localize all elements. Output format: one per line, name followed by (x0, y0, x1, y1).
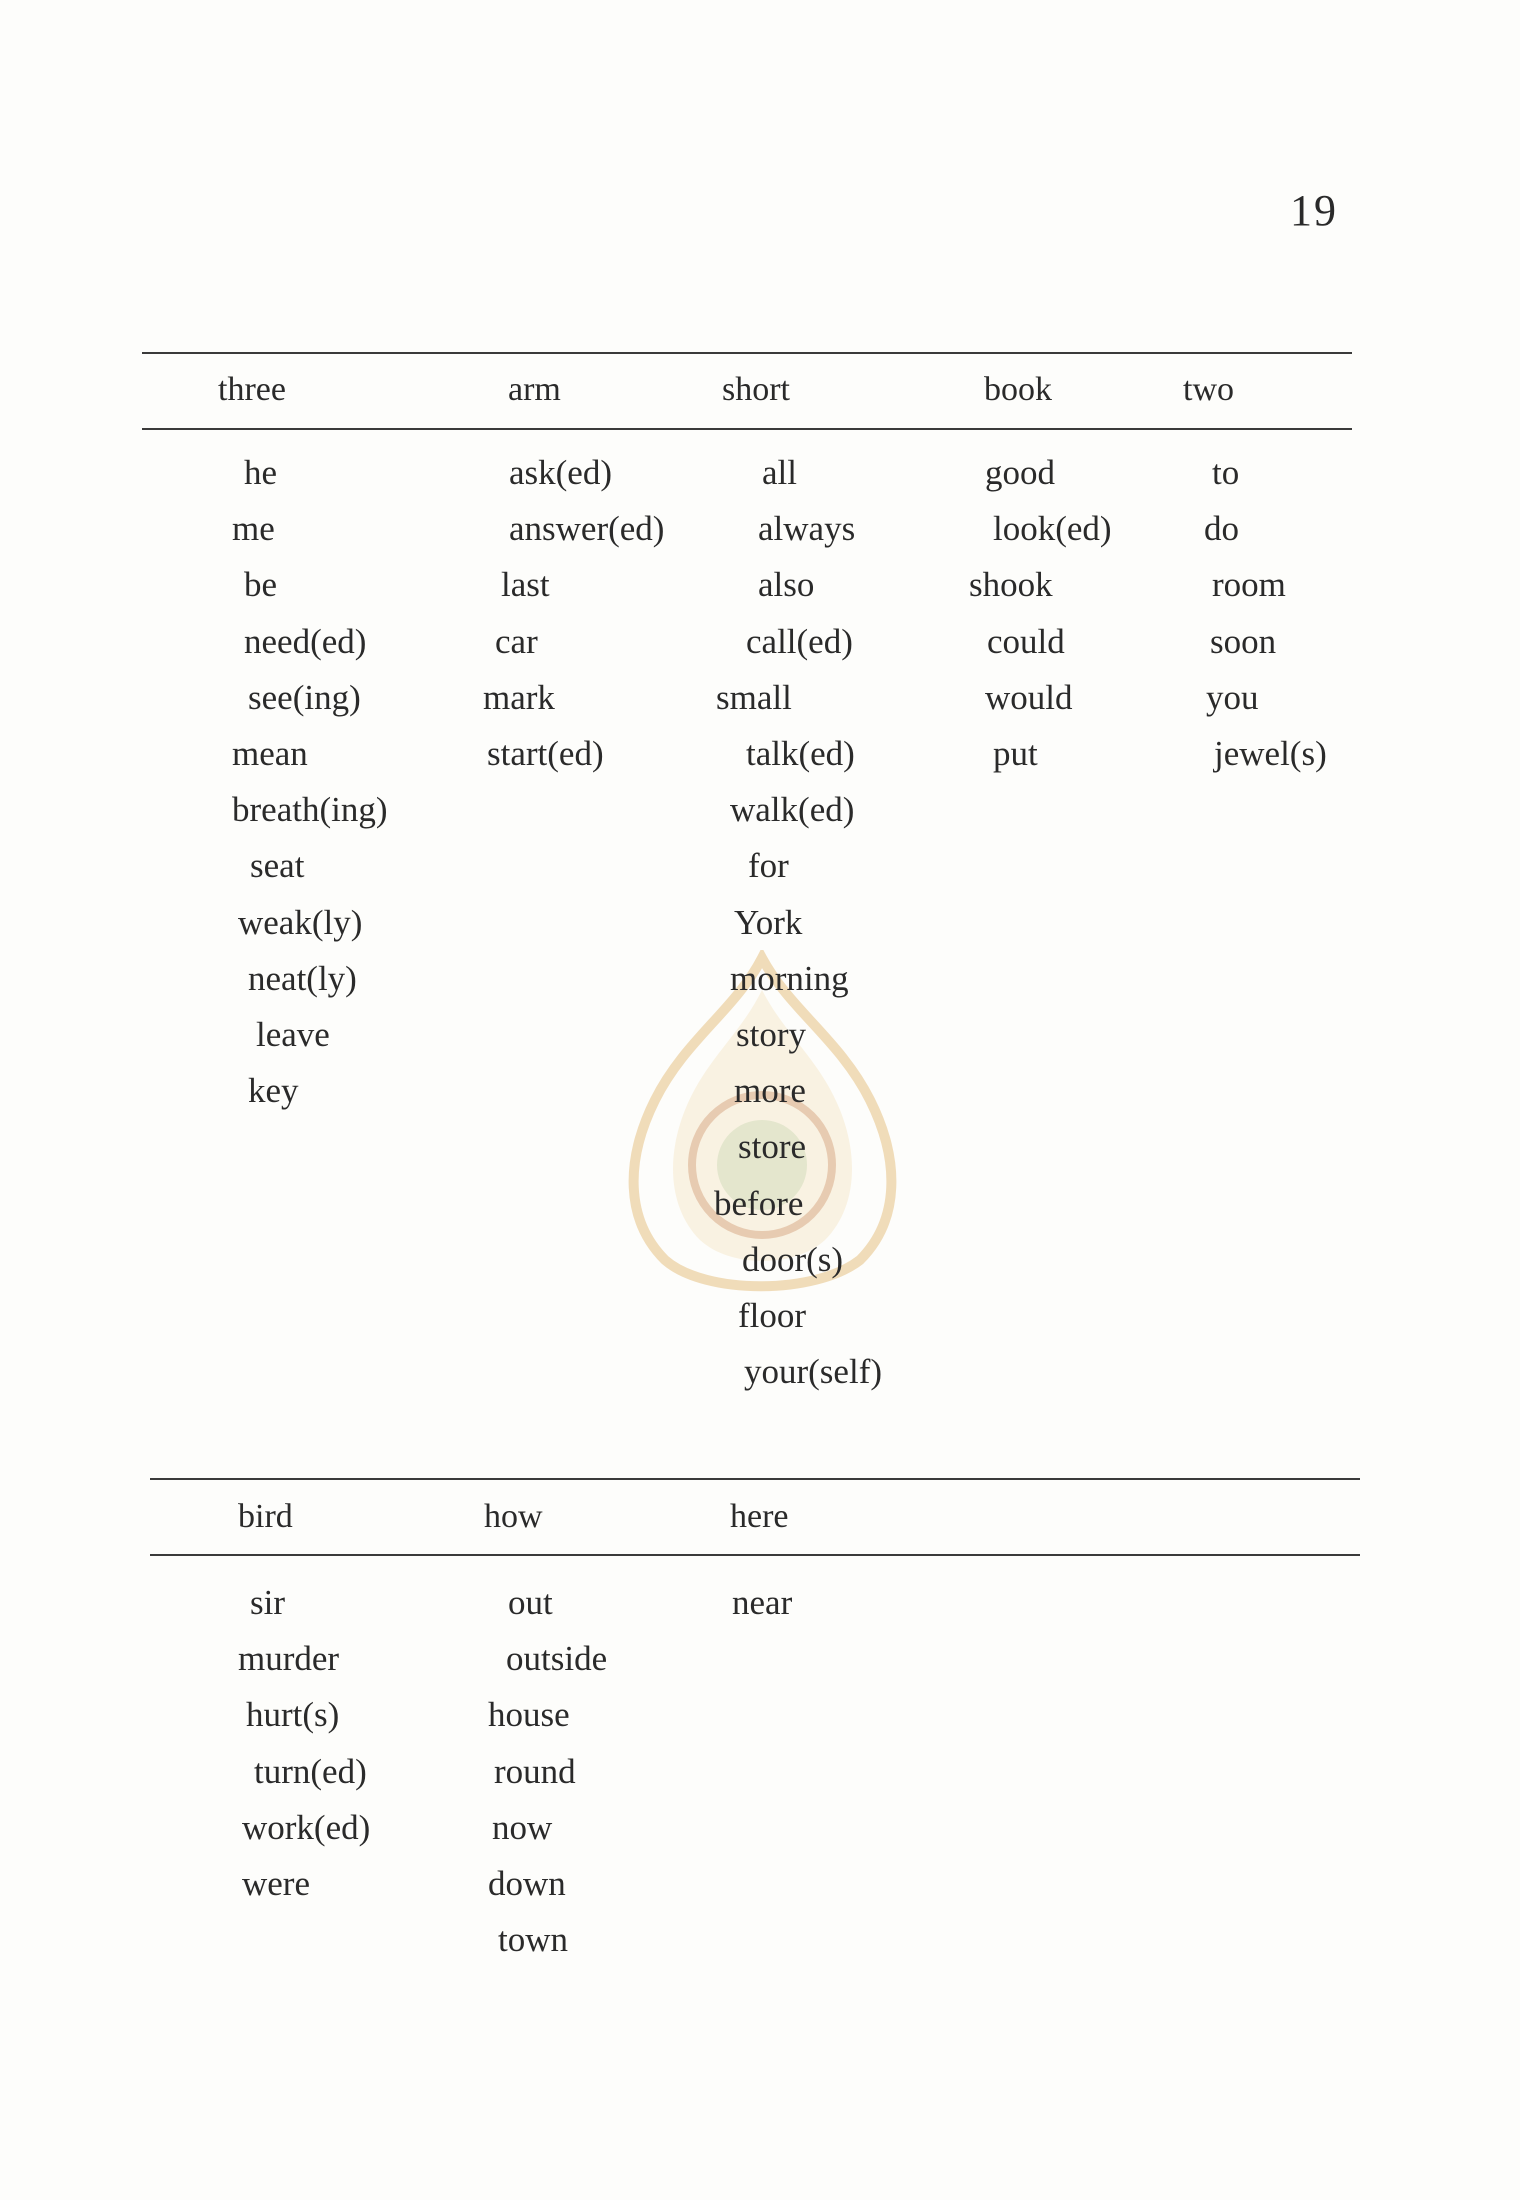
word-how-2: house (488, 1695, 570, 1735)
column-heading-bird: bird (238, 1498, 293, 1535)
word-bird-5: were (242, 1864, 311, 1903)
word-short-10: story (736, 1015, 806, 1054)
column-heading-short: short (722, 371, 790, 408)
word-here-0: near (732, 1583, 793, 1622)
word-two-0: to (1212, 453, 1240, 492)
word-bird-1: murder (238, 1639, 340, 1679)
column-heading-here: here (730, 1498, 789, 1535)
table2-header-rule (150, 1554, 1360, 1556)
word-bird-0: sir (250, 1583, 285, 1622)
column-heading-book: book (984, 371, 1052, 408)
word-short-2: also (758, 565, 815, 605)
word-book-4: would (985, 677, 1073, 717)
word-arm-4: mark (483, 677, 555, 717)
word-three-3: need(ed) (244, 621, 367, 661)
word-three-2: be (244, 565, 278, 605)
column-heading-how: how (484, 1498, 543, 1535)
word-three-0: he (244, 453, 278, 492)
word-short-9: morning (730, 958, 849, 998)
word-short-12: store (738, 1127, 807, 1167)
word-three-6: breath(ing) (232, 790, 388, 830)
word-short-6: walk(ed) (730, 790, 855, 830)
word-three-10: leave (256, 1015, 330, 1054)
word-how-0: out (508, 1583, 553, 1622)
word-three-8: weak(ly) (238, 902, 363, 942)
column-heading-arm: arm (508, 371, 561, 408)
word-three-9: neat(ly) (248, 958, 357, 998)
word-book-5: put (993, 734, 1038, 773)
table2-top-rule (150, 1478, 1360, 1480)
word-short-3: call(ed) (746, 621, 853, 661)
word-three-4: see(ing) (248, 677, 361, 717)
word-two-5: jewel(s) (1214, 734, 1327, 773)
word-short-13: before (714, 1183, 804, 1223)
word-short-4: small (716, 677, 792, 717)
word-arm-3: car (495, 621, 538, 661)
word-book-3: could (987, 621, 1065, 661)
word-three-1: me (232, 509, 275, 549)
table1-top-rule (142, 352, 1352, 354)
word-bird-3: turn(ed) (254, 1751, 367, 1791)
word-short-5: talk(ed) (746, 734, 855, 773)
word-book-2: shook (969, 565, 1053, 605)
word-short-14: door(s) (742, 1239, 844, 1279)
word-short-11: more (734, 1071, 806, 1111)
word-bird-2: hurt(s) (246, 1695, 340, 1735)
word-book-0: good (985, 453, 1055, 492)
word-how-5: down (488, 1864, 566, 1903)
word-bird-4: work(ed) (242, 1807, 371, 1847)
page-number: 19 (1290, 186, 1338, 235)
column-heading-two: two (1183, 371, 1234, 408)
word-short-8: York (734, 902, 803, 942)
word-two-3: soon (1210, 621, 1277, 661)
word-arm-5: start(ed) (487, 734, 604, 773)
word-two-4: you (1206, 677, 1259, 717)
word-how-6: town (498, 1920, 568, 1960)
word-short-0: all (762, 453, 797, 492)
word-how-3: round (494, 1751, 576, 1791)
word-three-5: mean (232, 734, 308, 773)
word-two-1: do (1204, 509, 1239, 549)
word-two-2: room (1212, 565, 1286, 605)
table1-header-rule (142, 428, 1352, 430)
word-short-1: always (758, 509, 856, 549)
word-how-4: now (492, 1807, 553, 1847)
word-how-1: outside (506, 1639, 608, 1679)
word-three-11: key (248, 1071, 299, 1111)
word-short-16: your(self) (744, 1352, 883, 1392)
word-short-7: for (748, 846, 789, 886)
word-arm-1: answer(ed) (509, 509, 665, 549)
word-book-1: look(ed) (993, 509, 1112, 549)
word-arm-0: ask(ed) (509, 453, 613, 492)
word-arm-2: last (501, 565, 550, 605)
word-short-15: floor (738, 1296, 807, 1335)
column-heading-three: three (218, 371, 286, 408)
word-three-7: seat (250, 846, 305, 886)
